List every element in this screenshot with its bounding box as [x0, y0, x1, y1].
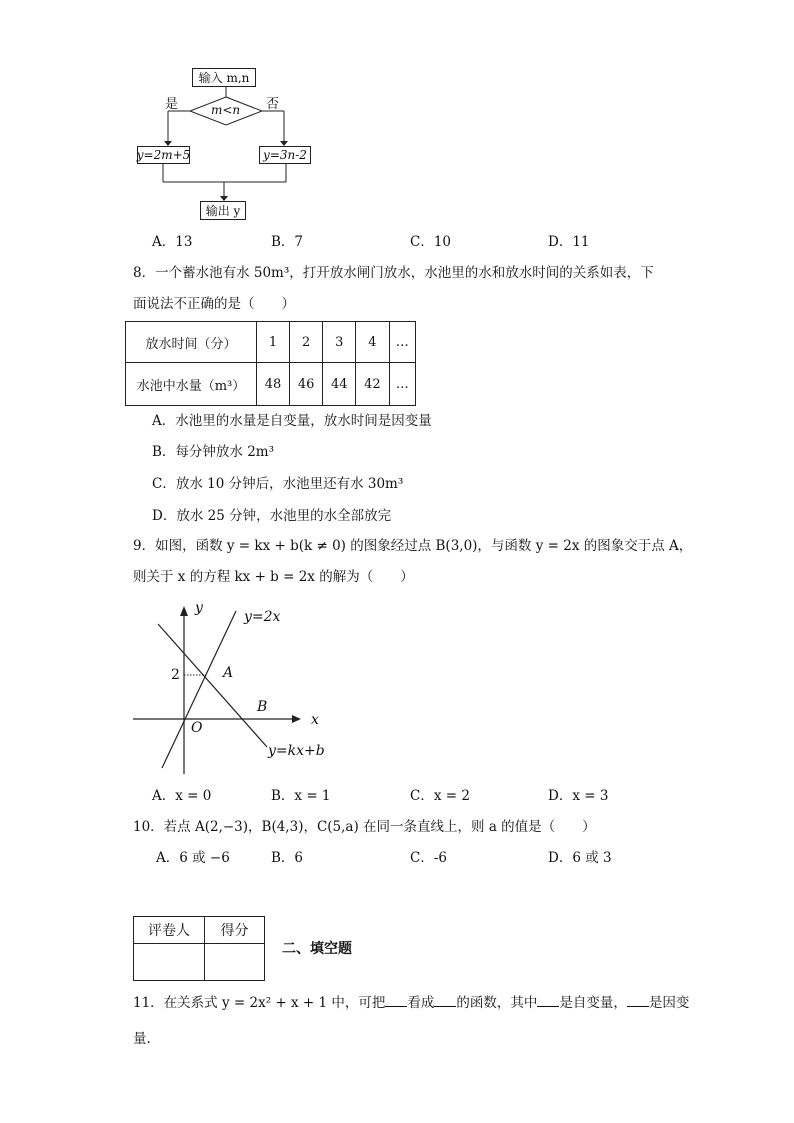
q9-option-a: A．x = 0 [152, 788, 212, 804]
graph-line1-label: y=2x [244, 609, 281, 625]
table-cell: 3 [323, 322, 356, 363]
q9-stem-line1: 9．如图，函数 y = kx + b(k ≠ 0) 的图象经过点 B(3,0)，与函数 y = 2x 的图象交于点 A， [133, 538, 693, 554]
table-cell: 4 [356, 322, 389, 363]
graph-x-label: x [311, 712, 319, 728]
q8-option-a: A．水池里的水量是自变量，放水时间是因变量 [152, 413, 432, 429]
q7-option-b: B．7 [271, 234, 304, 250]
graph-point-a: A [223, 665, 234, 681]
table-row1-header: 放水时间（分） [126, 322, 257, 363]
score-table-score-cell[interactable] [205, 944, 265, 981]
graph-point-b: B [257, 699, 268, 715]
flowchart-condition: m<n [211, 103, 241, 117]
flowchart-output-box: 输出 y [200, 201, 246, 220]
q8-option-d: D．放水 25 分钟，水池里的水全部放完 [152, 508, 392, 524]
table-cell: 2 [290, 322, 323, 363]
q10-option-b: B．6 [271, 850, 304, 866]
q10-stem: 10．若点 A(2,−3)，B(4,3)，C(5,a) 在同一条直线上，则 a 的值是（ ） [133, 819, 596, 835]
q11-part1: 11．在关系式 y = 2x² + x + 1 中，可把 [133, 995, 386, 1011]
q9-option-b: B．x = 1 [271, 788, 331, 804]
table-cell: 44 [323, 363, 356, 406]
q8-option-b: B．每分钟放水 2m³ [152, 444, 275, 460]
q11-line2: 量. [133, 1031, 151, 1047]
score-table [133, 916, 265, 981]
graph-line2-label: y=kx+b [268, 743, 325, 759]
flowchart-yes-label: 是 [165, 97, 179, 112]
q11-part5: 是因变 [648, 995, 690, 1011]
flowchart-left-box: y=2m+5 [136, 148, 191, 162]
q10-option-a: A．6 或 −6 [156, 850, 230, 866]
q9-stem-line2: 则关于 x 的方程 kx + b = 2x 的解为（ ） [133, 569, 414, 585]
section-title: 二、填空题 [282, 941, 352, 957]
table-cell: 46 [290, 363, 323, 406]
table-cell: … [389, 322, 416, 363]
q11-blank-1[interactable] [385, 994, 407, 1007]
q9-option-d: D．x = 3 [548, 788, 609, 804]
score-table-grader-header: 评卷人 [134, 917, 205, 944]
table-cell: 48 [257, 363, 290, 406]
q7-option-c: C．10 [410, 234, 452, 250]
graph-tick-2: 2 [171, 667, 180, 683]
q11-blank-3[interactable] [537, 994, 559, 1007]
q11-part2: 看成 [407, 995, 435, 1011]
score-table-score-header: 得分 [205, 917, 265, 944]
q7-option-d: D．11 [548, 234, 590, 250]
table-cell: 1 [257, 322, 290, 363]
q8-option-c: C．放水 10 分钟后，水池里还有水 30m³ [152, 476, 404, 492]
q11-line1 [133, 994, 689, 1012]
q8-stem-line2: 面说法不正确的是（ ） [133, 296, 295, 312]
table-cell: 42 [356, 363, 389, 406]
q8-stem-line1: 8．一个蓄水池有水 50m³，打开放水闸门放水，水池里的水和放水时间的关系如表，下 [133, 265, 654, 281]
flowchart-input-box: 输入 m,n [192, 68, 256, 87]
graph-y-label: y [195, 600, 203, 616]
graph-origin-label: O [191, 720, 203, 736]
q9-option-c: C．x = 2 [410, 788, 470, 804]
q11-part3: 的函数，其中 [456, 995, 538, 1011]
flowchart-right-box: y=3n-2 [259, 146, 311, 164]
table-row2-header: 水池中水量（m³） [126, 363, 257, 406]
q11-part4: 是自变量， [559, 995, 627, 1011]
q7-option-a: A．13 [152, 234, 193, 250]
table-cell: … [389, 363, 416, 406]
q11-blank-2[interactable] [434, 994, 456, 1007]
flowchart-no-label: 否 [266, 97, 280, 112]
q10-option-c: C．-6 [410, 850, 447, 866]
q11-blank-4[interactable] [627, 994, 649, 1007]
score-table-grader-cell[interactable] [134, 944, 205, 981]
q10-option-d: D．6 或 3 [548, 850, 612, 866]
